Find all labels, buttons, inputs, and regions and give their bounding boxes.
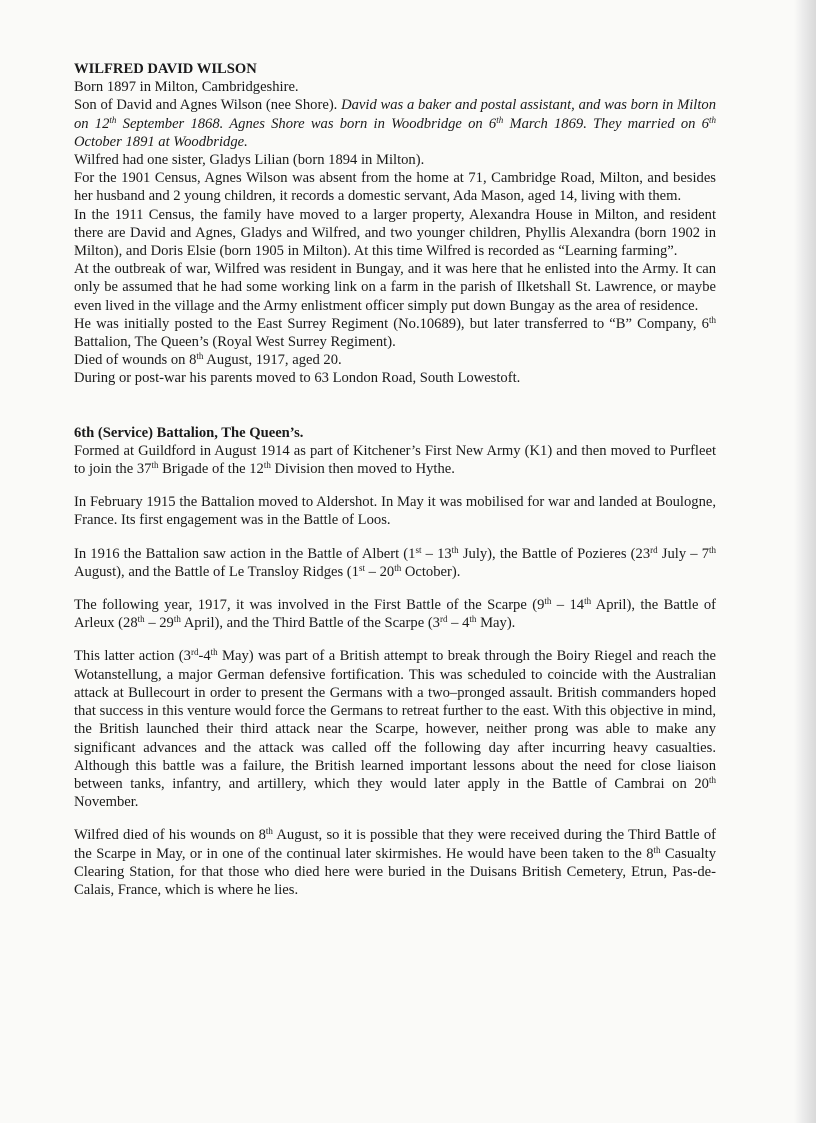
superscript: th xyxy=(451,544,459,555)
superscript: th xyxy=(708,314,716,325)
text-span: – 20 xyxy=(368,563,395,580)
superscript: st xyxy=(415,544,422,555)
spacer xyxy=(74,388,716,424)
text-span: In 1916 the Battalion saw action in the Battle of Albert (1 xyxy=(74,545,416,562)
superscript: st xyxy=(358,562,365,573)
superscript: th xyxy=(173,614,181,625)
text-span: October). xyxy=(404,563,461,580)
superscript: th xyxy=(708,774,716,785)
spacer xyxy=(74,811,716,826)
text-span: April), the Battle of Arleux (28 xyxy=(74,597,716,632)
text-span: August), and the Battle of Le Transloy Ridges (1 xyxy=(74,563,359,580)
text-span: -4 xyxy=(198,648,211,665)
text-span: August, 1917, aged 20. xyxy=(206,352,342,369)
superscript: rd xyxy=(439,614,448,625)
text-span: He was initially posted to the East Surrey Regiment (No.10689), but later transferred to “B” Company, 6 xyxy=(74,315,709,332)
battalion-heading: 6th (Service) Battalion, The Queen’s. xyxy=(74,424,304,441)
superscript: th xyxy=(151,460,159,471)
text-span: July), the Battle of Pozieres (23 xyxy=(462,545,651,562)
text-span: May) was part of a British attempt to break through the Boiry Riegel and reach the Wotanstellung, a major German defensive fortification. This was scheduled to coincide with the Australian attack at Bullecourt in order to present the Germans with a two–pronged assault. British commanders hoped that success in this venture would force the Germans to retreat further to the east. With this objective in mind, the British launched their third attack near the Scarpe, however, neither prong was able to make any significant advances and the attack was called off the following day after incurring heavy casualties. Although this battle was a failure, the British learned important lessons about the need for close liaison between tanks, infantry, and artillery, which they would later apply in the Battle of Cambrai on 20 xyxy=(74,648,717,792)
superscript: th xyxy=(653,844,661,855)
outbreak-paragraph: At the outbreak of war, Wilfred was resident in Bungay, and it was here that he enlisted into the Army. It can only be assumed that he had some working link on a farm in the parish of Ilketshall St. Lawrence, or maybe even lived in the village and the Army enlistment officer simply put down Bungay as the area of residence. xyxy=(74,261,716,314)
superscript: th xyxy=(584,596,592,607)
document-body xyxy=(74,60,716,899)
spacer xyxy=(74,530,716,545)
born-line: Born 1897 in Milton, Cambridgeshire. xyxy=(74,79,299,96)
year-1917-paragraph xyxy=(74,596,716,632)
posted-paragraph xyxy=(74,315,716,351)
text-span: Brigade of the 12 xyxy=(162,461,264,478)
text-span: March 1869. They married on 6 xyxy=(509,115,709,132)
latter-action-paragraph xyxy=(74,647,716,811)
superscript: th xyxy=(265,826,273,837)
text-span: Casualty Clearing Station, for that those who died here were buried in the Duisans British Cemetery, Etrun, Pas-de-Calais, France, which is where he lies. xyxy=(74,845,716,898)
superscript: rd xyxy=(190,647,199,658)
died-line xyxy=(74,351,716,369)
text-span: July – 7 xyxy=(661,545,710,562)
document-title: WILFRED DAVID WILSON xyxy=(74,61,257,77)
text-span: November. xyxy=(74,794,139,811)
text-span: May). xyxy=(480,615,516,632)
postwar-line: During or post-war his parents moved to 63 London Road, South Lowestoft. xyxy=(74,370,521,387)
page-edge-shadow xyxy=(794,0,816,1123)
text-span: Formed at Guildford in August 1914 as part of Kitchener’s First New Army (K1) and then moved to Purfleet to join the 37 xyxy=(74,442,716,478)
census-1901-paragraph: For the 1901 Census, Agnes Wilson was absent from the home at 71, Cambridge Road, Milton, and besides her husband and 2 young children, it records a domestic servant, Ada Mason, aged 14, living with them. xyxy=(74,170,716,205)
text-span: Battalion, The Queen’s (Royal West Surrey Regiment). xyxy=(74,334,396,351)
text-span: Died of wounds on 8 xyxy=(74,352,197,369)
superscript: rd xyxy=(650,544,658,555)
text-span: – 29 xyxy=(148,615,174,632)
text-span: David was a baker and postal assistant, and was born in Milton on 12 xyxy=(74,97,717,132)
text-span: April), and the Third Battle of the Scarpe (3 xyxy=(183,615,440,632)
spacer xyxy=(74,478,716,493)
superscript: th xyxy=(496,114,504,125)
superscript: th xyxy=(109,114,117,125)
superscript: th xyxy=(263,460,271,471)
superscript: th xyxy=(196,351,204,362)
spacer xyxy=(74,581,716,596)
text-span: August, so it is possible that they were received during the Third Battle of the Scarpe in May, or in one of the continual later skirmishes. He would have been taken to the 8 xyxy=(74,827,717,862)
superscript: th xyxy=(137,614,145,625)
year-1916-paragraph xyxy=(74,545,716,581)
text-span: This latter action (3 xyxy=(74,648,191,665)
superscript: th xyxy=(469,614,477,625)
text-span: Division then moved to Hythe. xyxy=(274,461,455,478)
superscript: th xyxy=(709,544,717,555)
superscript: th xyxy=(708,114,716,125)
census-1911-paragraph: In the 1911 Census, the family have moved to a larger property, Alexandra House in Milton, and resident there are David and Agnes, Gladys and Wilfred, and two younger children, Phyllis Alexandra (born 1902 in Milton), and Doris Elsie (born 1905 in Milton). At this time Wilfred is recorded as “Learning farming”. xyxy=(74,206,716,260)
spacer xyxy=(74,632,716,647)
text-span: – 4 xyxy=(451,615,470,632)
parents-text: Son of David and Agnes Wilson (nee Shore). xyxy=(74,97,338,114)
sister-line: Wilfred had one sister, Gladys Lilian (born 1894 in Milton). xyxy=(74,152,425,169)
superscript: th xyxy=(394,562,402,573)
text-span: Wilfred died of his wounds on 8 xyxy=(74,827,266,844)
text-span: – 13 xyxy=(425,545,452,562)
final-paragraph xyxy=(74,826,716,899)
superscript: th xyxy=(544,596,552,607)
text-span: September 1868. Agnes Shore was born in Woodbridge on 6 xyxy=(122,115,497,132)
parents-paragraph xyxy=(74,96,716,151)
text-span: October 1891 at Woodbridge. xyxy=(74,133,248,150)
formed-paragraph xyxy=(74,442,716,478)
feb-1915-paragraph: In February 1915 the Battalion moved to Aldershot. In May it was mobilised for war and landed at Boulogne, France. Its first engagement was in the Battle of Loos. xyxy=(74,494,716,529)
text-span: – 14 xyxy=(556,597,585,614)
superscript: th xyxy=(210,647,218,658)
text-span: The following year, 1917, it was involved in the First Battle of the Scarpe (9 xyxy=(74,597,545,614)
